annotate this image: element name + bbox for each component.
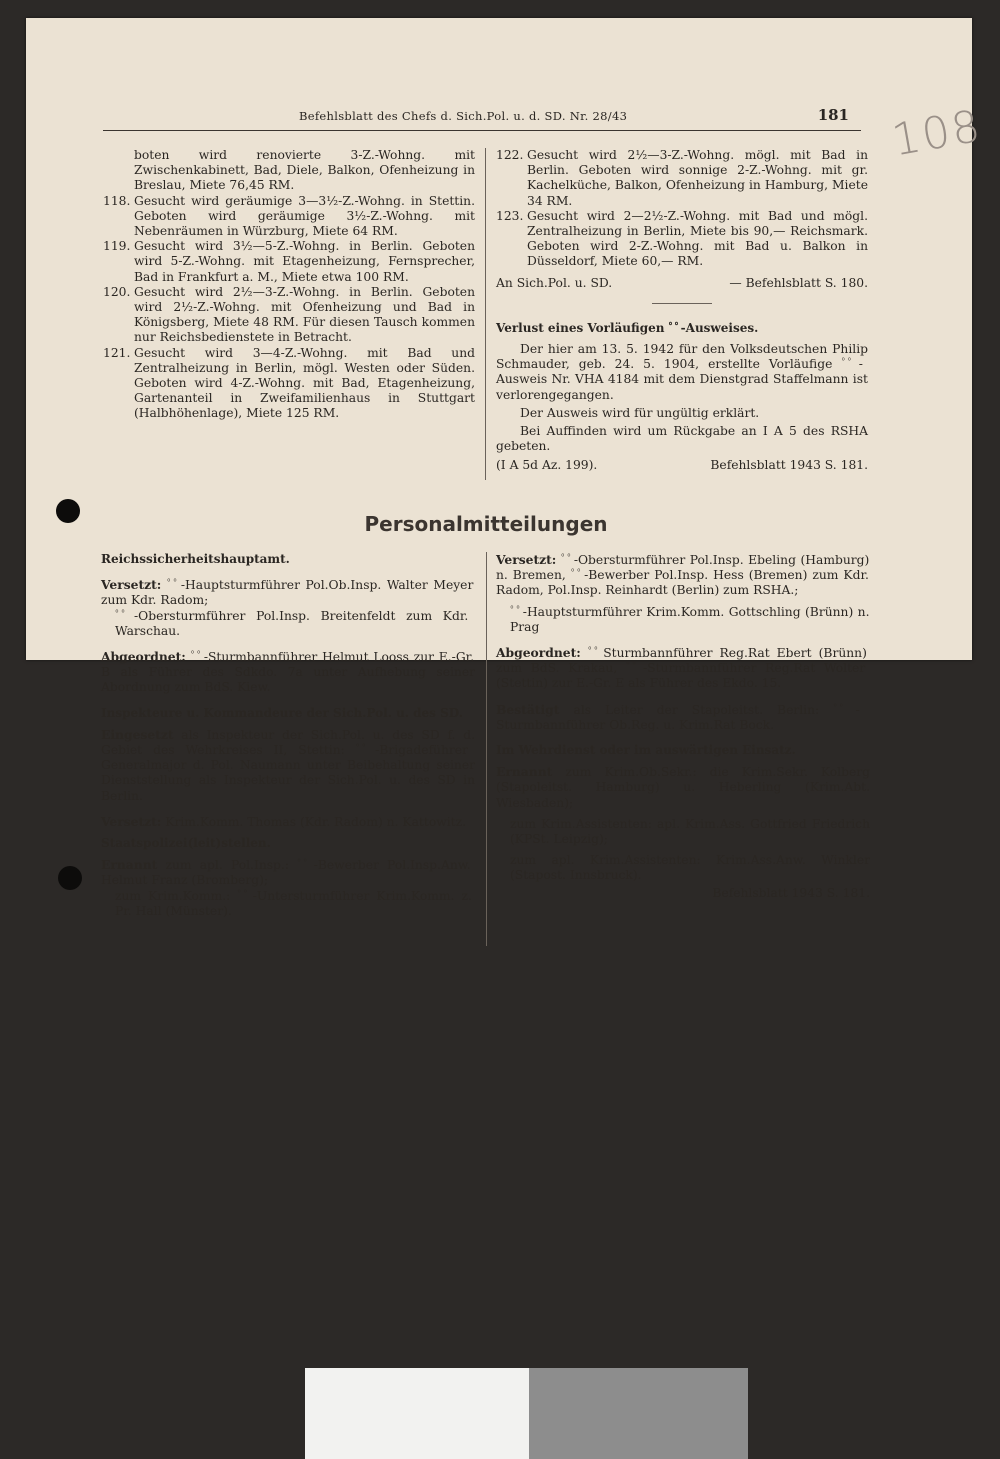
paragraph: Versetzt: ﾟﾟ-Hauptsturmführer Pol.Ob.Insp. Walter Meyer zum Kdr. Radom; [101,577,474,608]
right-bottom-column [496,552,870,901]
list-item [103,346,475,422]
section-title: Personalmitteilungen [364,512,608,536]
verlust-paragraph: Der hier am 13. 5. 1942 für den Volksdeutschen Philip Schmauder, geb. 24. 5. 1904, erstellte Vorläufige ﾟﾟ-Ausweis Nr. VHA 4184 mit dem Dienstgrad Staffelmann ist verlorengegangen. [496,342,868,402]
list-item [496,148,868,209]
paragraph: zum Krim.Assistenten: apl. Krim.Ass. Gottfried Friedrich (KPSt. Leipzig); [510,816,870,847]
color-calibration-gray [529,1368,748,1459]
list-item-number: 121. [103,345,131,360]
list-item [103,285,475,346]
right-top-column [496,148,868,474]
list-item-number: 123. [496,208,524,223]
paragraph: Eingesetzt als Inspekteur der Sich.Pol. u. des SD f. d. Gebiet des Wehrkreises II, Stettin: ﾟﾟ-Brigadeführer Generalmajor d. Pol. Naumann unter Beibehaltung seiner Dienststellung als Inspekteur der Sich.Pol. u. des SD in Berlin. [101,726,475,803]
verlust-heading: Verlust eines Vorläufigen ﾟﾟ-Ausweises. [496,320,759,335]
signature-line: An Sich.Pol. u. SD. — Befehlsblatt S. 180. [496,275,868,290]
paragraph: zum apl. Krim.Assistenten: Krim.Ass.Anw. Winkler (Stapost. Innsbruck). [510,853,870,883]
signature-line: (I A 5d Az. 199). Befehlsblatt 1943 S. 181. [496,458,868,473]
paragraph: Abgeordnet: ﾟﾟ-Sturmbannführer Helmut Looss zur E.-Gr. B als Führer des Sdkdo. 7a unter Aufhebung seiner Abordnung zum BdS. Kiew. [101,649,475,695]
subheading: Reichssicherheitshauptamt. [101,552,290,566]
subheading: Staatspolizei(leit)stellen. [101,836,271,851]
paragraph: Versetzt: Krim.Komm. Thomas (Kdr. Radom) n. Kattowitz. [101,813,467,829]
list-item [103,194,475,240]
list-item-text: Gesucht wird 3½—5-Z.-Wohng. in Berlin. Geboten wird 5-Z.-Wohng. mit Etagenheizung, Fernsprecher, Bad in Frankfurt a. M., Miete etwa 100 RM. [134,239,475,284]
list-item-text: Gesucht wird 2—2½-Z.-Wohng. mit Bad und mögl. Zentralheizung in Berlin, Miete bis 90,— Reichsmark. Geboten wird 2-Z.-Wohng. mit Bad u. Balkon in Düsseldorf, Miete 60,— RM. [527,208,868,269]
list-item-text: Gesucht wird geräumige 3—3½-Z.-Wohng. in Stettin. Geboten wird geräumige 3½-Z.-Wohng. mit Nebenräumen in Würzburg, Miete 64 RM. [134,193,475,239]
left-bottom-column [101,552,475,919]
punch-hole-bottom [58,866,82,890]
list-item-text: Gesucht wird 3—4-Z.-Wohng. mit Bad und Zentralheizung in Berlin, mögl. Westen oder Süden. Geboten wird 4-Z.-Wohng. mit Bad, Etagenheizung, Gartenanteil in Zweifamilienhaus in Stuttgart (Halbhöhenlage), Miete 125 RM. [134,345,475,421]
paragraph: ﾟﾟ-Hauptsturmführer Krim.Komm. Gottschling (Brünn) n. Prag [510,604,870,634]
subheading: Im Wehrdienst oder im auswärtigen Einsatz. [496,743,796,758]
list-item-number: 120. [103,284,131,299]
list-item-text: boten wird renovierte 3-Z.-Wohng. mit Zwischenkabinett, Bad, Diele, Balkon, Ofenheizung in Breslau, Miete 76,45 RM. [134,148,475,193]
subheading: Inspekteure u. Kommandeure der Sich.Pol. u. des SD. [101,705,463,720]
list-item-number: 119. [103,239,131,254]
paragraph: ﾟﾟ-Obersturmführer Pol.Insp. Breitenfeldt zum Kdr. Warschau. [115,608,469,638]
color-calibration-white [305,1368,529,1459]
list-item-number: 118. [103,193,131,208]
signature-line: Befehlsblatt 1943 S. 181. [712,885,870,900]
page-header [103,104,861,131]
column-divider-top [485,148,486,480]
page-number: 181 [817,106,849,124]
list-item [103,148,475,194]
section-rule [652,303,712,304]
handwritten-page-number: 108 [888,100,986,167]
verlust-paragraph: Bei Auffinden wird um Rückgabe an I A 5 des RSHA gebeten. [496,424,868,454]
paragraph: Ernannt zum Krim.Ob.Sekr.: die Krim.Sekr. Kolberg (Stapoleitst. Hamburg) u. Heberling (Krim.Abt. Wiesbaden); [496,764,870,810]
paragraph: Ernannt zum apl. Pol.Insp.: ﾟﾟ-Bewerber Pol.Insp.Anw. Helmut Franz (Bromberg); [101,857,471,888]
list-item-number: 122. [496,148,524,162]
paragraph: Versetzt: ﾟﾟ-Obersturmführer Pol.Insp. Ebeling (Hamburg) n. Bremen, ﾟﾟ-Bewerber Pol.Insp. Hess (Bremen) zum Kdr. Radom, Pol.Insp. Reinhardt (Berlin) zum RSHA.; [496,552,870,598]
header-title: Befehlsblatt des Chefs d. Sich.Pol. u. d. SD. Nr. 28/43 [299,109,628,123]
paragraph: Bestätigt als Leiter der Stapoleitst. Berlin: ﾟﾟ-Sturmbannführer Ob.Reg. u. Krim.Rat Bock. [496,701,860,732]
list-item [496,209,868,270]
paragraph: zum Krim.Komm.: ﾟﾟ-Untersturmführer Krim.Komm. z. Pr. Hall (Münster). [115,888,472,918]
punch-hole-top [56,499,80,523]
list-item-text: Gesucht wird 2½—3-Z.-Wohng. in Berlin. Geboten wird 2½-Z.-Wohng. mit Ofenheizung und Bad in Königsberg, Miete 48 RM. Für diesen Tausch kommen nur Reichsbedienstete in Betracht. [134,284,475,345]
list-item [103,239,475,285]
column-divider-bottom [486,552,487,946]
verlust-paragraph: Der Ausweis wird für ungültig erklärt. [520,405,760,420]
paragraph: Abgeordnet: ﾟﾟSturmbannführer Reg.Rat Ebert (Brünn) zum BdS. Krakau, ﾟﾟ-Sturmbannführer Reg.Rat Wolter (Stettin) zur E.-Gr. E als Führer des Ekdo. 15. [496,645,867,691]
left-top-column [103,148,475,422]
list-item-text: Gesucht wird 2½—3-Z.-Wohng. mögl. mit Bad in Berlin. Geboten wird sonnige 2-Z.-Wohng. mit gr. Kachelküche, Balkon, Ofenheizung in Hamburg, Miete 34 RM. [527,148,868,208]
